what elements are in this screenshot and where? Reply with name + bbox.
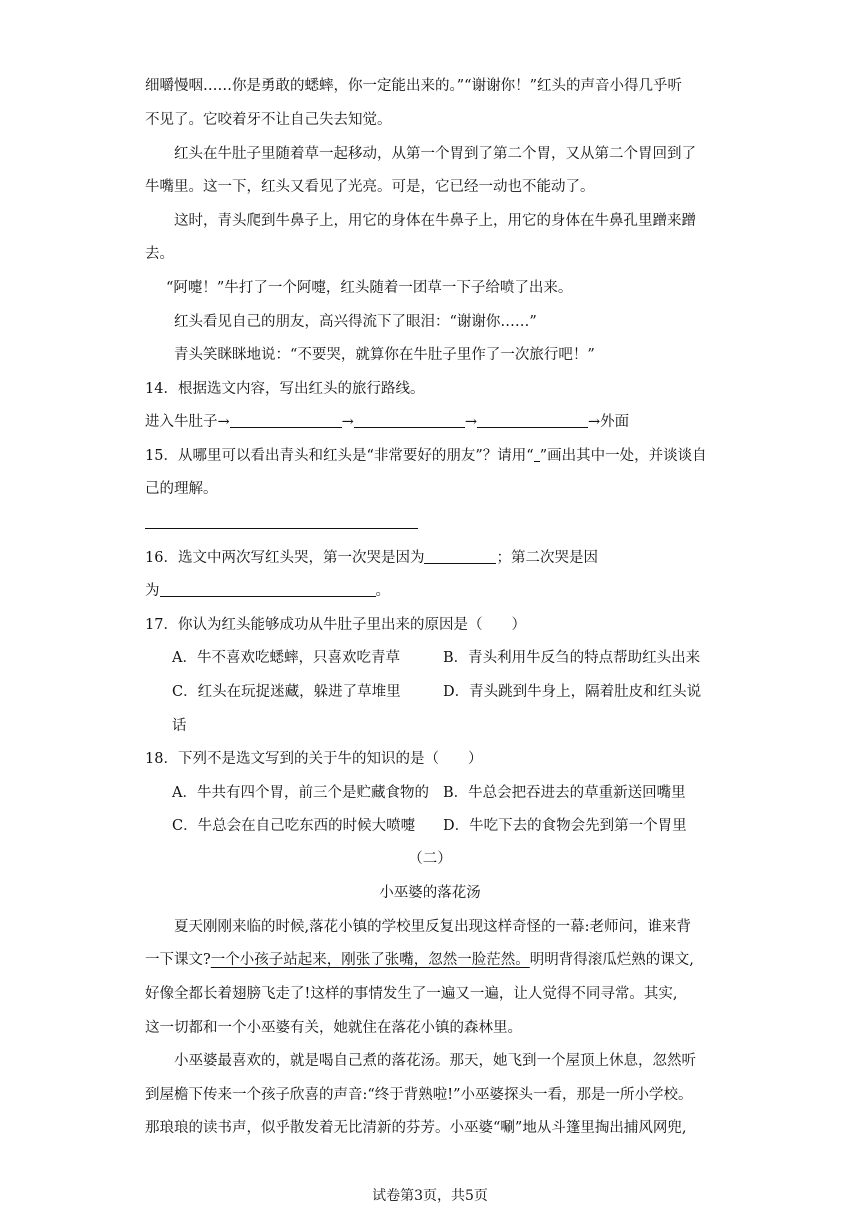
- passage-line: 夏天刚刚来临的时候,落花小镇的学校里反复出现这样奇怪的一幕:老师问，谁来背: [174, 919, 691, 935]
- passage-line: 不见了。它咬着牙不让自己失去知觉。: [145, 112, 392, 128]
- question-16: [145, 548, 598, 568]
- option-d[interactable]: D．青头跳到牛身上，隔着肚皮和红头说: [443, 684, 702, 700]
- question-14: 14．根据选文内容，写出红头的旅行路线。: [145, 381, 425, 397]
- question-14-route: [145, 412, 629, 432]
- question-17: 17．你认为红头能够成功从牛肚子里出来的原因是（ ）: [145, 617, 526, 633]
- route-end: →外面: [587, 414, 630, 430]
- passage-title: 小巫婆的落花汤: [379, 885, 481, 901]
- question-15: [145, 446, 707, 466]
- passage-text: 明明背得滚瓜烂熟的课文,: [529, 952, 694, 968]
- answer-blank[interactable]: [354, 412, 465, 428]
- passage-line: 这时，青头爬到牛鼻子上，用它的身体在牛鼻子上，用它的身体在牛鼻孔里蹭来蹭: [174, 213, 696, 229]
- passage-line: 那琅琅的读书声，似乎散发着无比清新的芬芳。小巫婆“唰”地从斗篷里掏出捕风网兜,: [145, 1120, 687, 1136]
- question-16-cont: [145, 581, 390, 601]
- passage-line: 好像全都长着翅膀飞走了!这样的事情发生了一遍又一遍，让人觉得不同寻常。其实,: [145, 986, 678, 1002]
- option-b[interactable]: B．牛总会把吞进去的草重新送回嘴里: [443, 785, 686, 801]
- answer-line[interactable]: [145, 528, 418, 529]
- option-c[interactable]: C．牛总会在自己吃东西的时候大喷嚏: [172, 818, 416, 834]
- passage-line: 青头笑眯眯地说：“不要哭，就算你在牛肚子里作了一次旅行吧！”: [174, 347, 595, 363]
- option-a[interactable]: A．牛共有四个胃，前三个是贮藏食物的: [172, 785, 429, 801]
- question-18: 18．下列不是选文写到的关于牛的知识的是（ ）: [145, 751, 483, 767]
- page-footer: 试卷第3页，共5页: [372, 1188, 488, 1204]
- option-c[interactable]: C．红头在玩捉迷藏，躲进了草堆里: [172, 684, 401, 700]
- passage-line: [145, 950, 694, 970]
- question-16-text: 为: [145, 583, 160, 599]
- passage-line: 去。: [145, 246, 174, 262]
- option-d[interactable]: D．牛吃下去的食物会先到第一个胃里: [443, 818, 687, 834]
- question-16-text-cont: ；第二次哭是因: [496, 550, 598, 566]
- passage-line: 细嚼慢咽……你是勇敢的蟋蟀，你一定能出来的。”“谢谢你！”红头的声音小得几乎听: [145, 78, 682, 94]
- option-b[interactable]: B．青头利用牛反刍的特点帮助红头出来: [443, 650, 701, 666]
- passage-line: 小巫婆最喜欢的，就是喝自己煮的落花汤。那天，她飞到一个屋顶上休息，忽然听: [174, 1053, 696, 1069]
- answer-blank[interactable]: [160, 581, 376, 597]
- passage-line: 牛嘴里。这一下，红头又看见了光亮。可是，它已经一动也不能动了。: [145, 179, 595, 195]
- question-16-text-end: 。: [375, 583, 390, 599]
- section-heading: （二）: [408, 851, 452, 867]
- option-a[interactable]: A．牛不喜欢吃蟋蟀，只喜欢吃青草: [172, 650, 400, 666]
- route-arrow: →: [341, 414, 354, 430]
- route-start: 进入牛肚子→: [145, 414, 230, 430]
- passage-line: 红头看见自己的朋友，高兴得流下了眼泪：“谢谢你……”: [174, 314, 537, 330]
- question-15-text: 15．从哪里可以看出青头和红头是“非常要好的朋友”？请用“: [145, 448, 534, 464]
- question-15-text-cont: ”画出其中一处，并谈谈自: [539, 448, 707, 464]
- passage-line: 到屋檐下传来一个孩子欣喜的声音:“终于背熟啦!”小巫婆探头一看，那是一所小学校。: [145, 1087, 693, 1103]
- passage-line: 这一切都和一个小巫婆有关，她就住在落花小镇的森林里。: [145, 1020, 522, 1036]
- question-15-cont: 己的理解。: [145, 481, 218, 497]
- passage-line: “阿嚏！”牛打了一个阿嚏，红头随着一团草一下子给喷了出来。: [166, 280, 573, 296]
- passage-text: 一下课文?: [145, 952, 211, 968]
- route-arrow: →: [464, 414, 477, 430]
- answer-blank[interactable]: [477, 412, 588, 428]
- passage-line: 红头在牛肚子里随着草一起移动，从第一个胃到了第二个胃，又从第二个胃回到了: [174, 146, 696, 162]
- underlined-sentence: 一个小孩子站起来，刚张了张嘴，忽然一脸茫然。: [210, 952, 530, 968]
- question-16-text: 16．选文中两次写红头哭，第一次哭是因为: [145, 550, 425, 566]
- option-d-cont: 话: [172, 718, 187, 734]
- answer-blank[interactable]: [230, 412, 342, 428]
- answer-blank[interactable]: [424, 548, 496, 564]
